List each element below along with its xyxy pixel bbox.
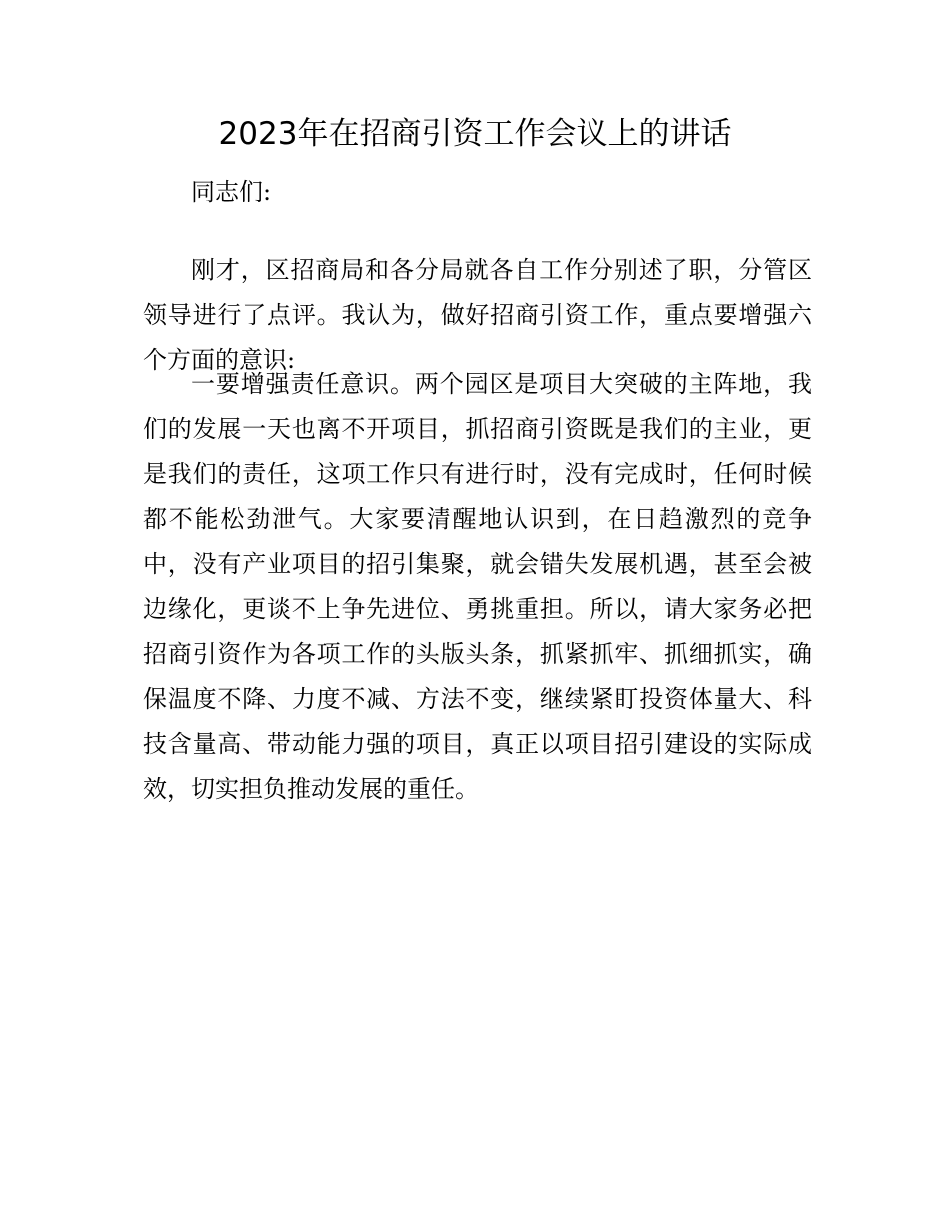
salutation: 同志们: [191, 178, 272, 206]
paragraph-intro: 刚才，区招商局和各分局就各自工作分别述了职，分管区领导进行了点评。我认为，做好招商引资工作，重点要增强六个方面的意识: [143, 256, 812, 374]
document-title: 2023年在招商引资工作会议上的讲话 [218, 116, 732, 152]
paragraph-responsibility: 一要增强责任意识。两个园区是项目大突破的主阵地，我们的发展一天也离不开项目，抓招商引资既是我们的主业，更是我们的责任，这项工作只有进行时，没有完成时，任何时候都不能松劲泄气。大家要清醒地认识到，在日趋激烈的竞争中，没有产业项目的招引集聚，就会错失发展机遇，甚至会被边缘化，更谈不上争先进位、勇挑重担。所以，请大家务必把招商引资作为各项工作的头版头条，抓紧抓牢、抓细抓实，确保温度不降、力度不减、方法不变，继续紧盯投资体量大、科技含量高、带动能力强的项目，真正以项目招引建设的实际成效，切实担负推动发展的重任。 [143, 370, 812, 803]
